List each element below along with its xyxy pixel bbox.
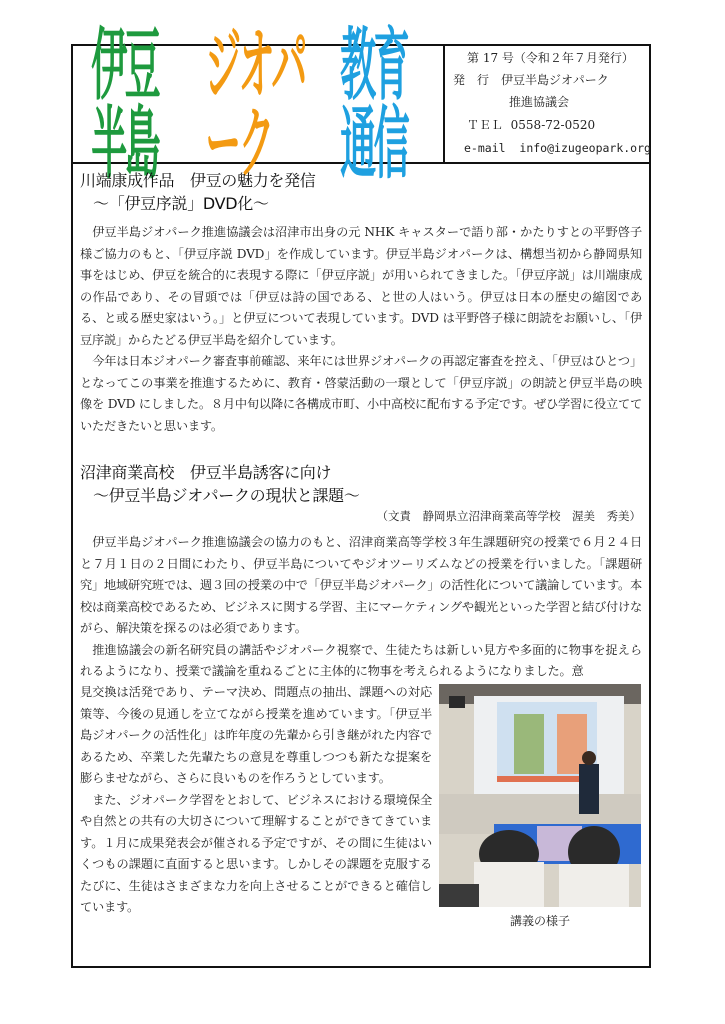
article2-subtitle: ～伊豆半島ジオパークの現状と課題～ [93, 486, 360, 505]
article1-paragraph-1: 伊豆半島ジオパーク推進協議会は沼津市出身の元 NHK キャスターで語り部・かたりすとの平野啓子様ご協力のもと、「伊豆序説 DVD」を作成しています。伊豆半島ジオパークは、構想当初から静岡県知事をはじめ、伊豆を統合的に表現する際に「伊豆序説」が用いられてきました。「伊豆序説」は川端康成の作品であり、その冒頭では「伊豆は詩の国である、と世の人はいう。伊豆は日本の歴史の縮図である、と或る歴史家はいう。」と伊豆について表現しています。DVD は平野啓子様に朗読をお願いし、「伊豆序説」からたどる伊豆半島を紹介しています。 [80, 225, 642, 347]
publisher-label: 発 行 [453, 73, 490, 87]
publication-info [447, 46, 649, 162]
publisher-name: 伊豆半島ジオパーク [501, 73, 609, 87]
lecture-photo [439, 684, 641, 907]
masthead-part-kyoiku-tsushin: 教育通信 [340, 18, 408, 189]
masthead-part-geopark: ジオパーク [205, 18, 306, 189]
email-address: info@izugeopark.org [519, 141, 651, 155]
article2-paragraph-1: 伊豆半島ジオパーク推進協議会の協力のもと、沼津商業高等学校３年生課題研究の授業で６月２４日と７月１日の２日間にわたり、伊豆半島についてやジオツーリズムなどの授業を行いました。「課題研究」地域研究班では、週３回の授業の中で「伊豆半島ジオパーク」の活性化について議論しています。本校は商業高校であるため、ビジネスに関する学習、主にマーケティングや観光といった学習と結び付けながら、解決策を探るのは必須であります。 [80, 535, 642, 635]
photo-caption: 講義の様子 [509, 914, 570, 928]
article1-subtitle: ～「伊豆序説」DVD化～ [93, 194, 269, 213]
classroom-photo-illustration [439, 684, 641, 907]
article2-title: 沼津商業高校 伊豆半島誘客に向け [80, 463, 332, 482]
article2-body-full [80, 532, 642, 683]
email-label: e-mail [464, 141, 506, 155]
newsletter-page [71, 18, 651, 968]
tel-number: 0558-72-0520 [510, 118, 596, 132]
tel-line [467, 115, 595, 135]
email-line [464, 138, 651, 158]
article1-body [80, 222, 642, 437]
article2-paragraph-3: また、ジオパーク学習をとおして、ビジネスにおける環境保全や自然との共有の大切さについて理解することができてきています。１月に成果発表会が催される予定ですが、その間に生徒はいくつもの課題に直面すると思います。しかしその課題を克服するたびに、生徒はさまざまな力を向上させることができると確信しています。 [80, 792, 432, 914]
article2-paragraph-2: 推進協議会の新名研究員の講話やジオパーク視察で、生徒たちは新しい見方や多面的に物事を捉えられるようになり、授業で議論を重ねるごとに主体的に物事を考えられるようになりました。意 [80, 642, 642, 678]
publisher-line [453, 70, 609, 90]
tel-label: ＴＥＬ [467, 118, 504, 132]
article2-paragraph-2-continued: 見交換は活発であり、テーマ決め、問題点の抽出、課題への対応策等、今後の見通しを立てながら授業を進めています。「伊豆半島ジオパークの活性化」は昨年度の先輩から引き継がれた内容であるため、卒業した先輩たちの意見を尊重しつつも新たな提案を膨らませながら、さらに良いものを作ろうとしています。 [80, 685, 432, 785]
article1-paragraph-2: 今年は日本ジオパーク審査事前確認、来年には世界ジオパークの再認定審査を控え、「伊豆はひとつ」となってこの事業を推進するために、教育・啓蒙活動の一環として「伊豆序説」の朗読と伊豆半島の映像を DVD にしました。８月中旬以降に各構成市町、小中高校に配布する予定です。ぜひ学習に役立てていただきたいと思います。 [80, 354, 642, 433]
masthead-part-izu-hanto: 伊豆半島 [91, 18, 159, 189]
article1-title: 川端康成作品 伊豆の魅力を発信 [80, 171, 316, 190]
article2-body-narrow [80, 682, 432, 919]
article2-credit: （文責 静岡県立沼津商業高等学校 渥美 秀美） [376, 509, 641, 523]
publisher-org: 推進協議会 [509, 95, 570, 109]
issue-number: 第 17 号（令和２年７月発行） [467, 51, 634, 65]
